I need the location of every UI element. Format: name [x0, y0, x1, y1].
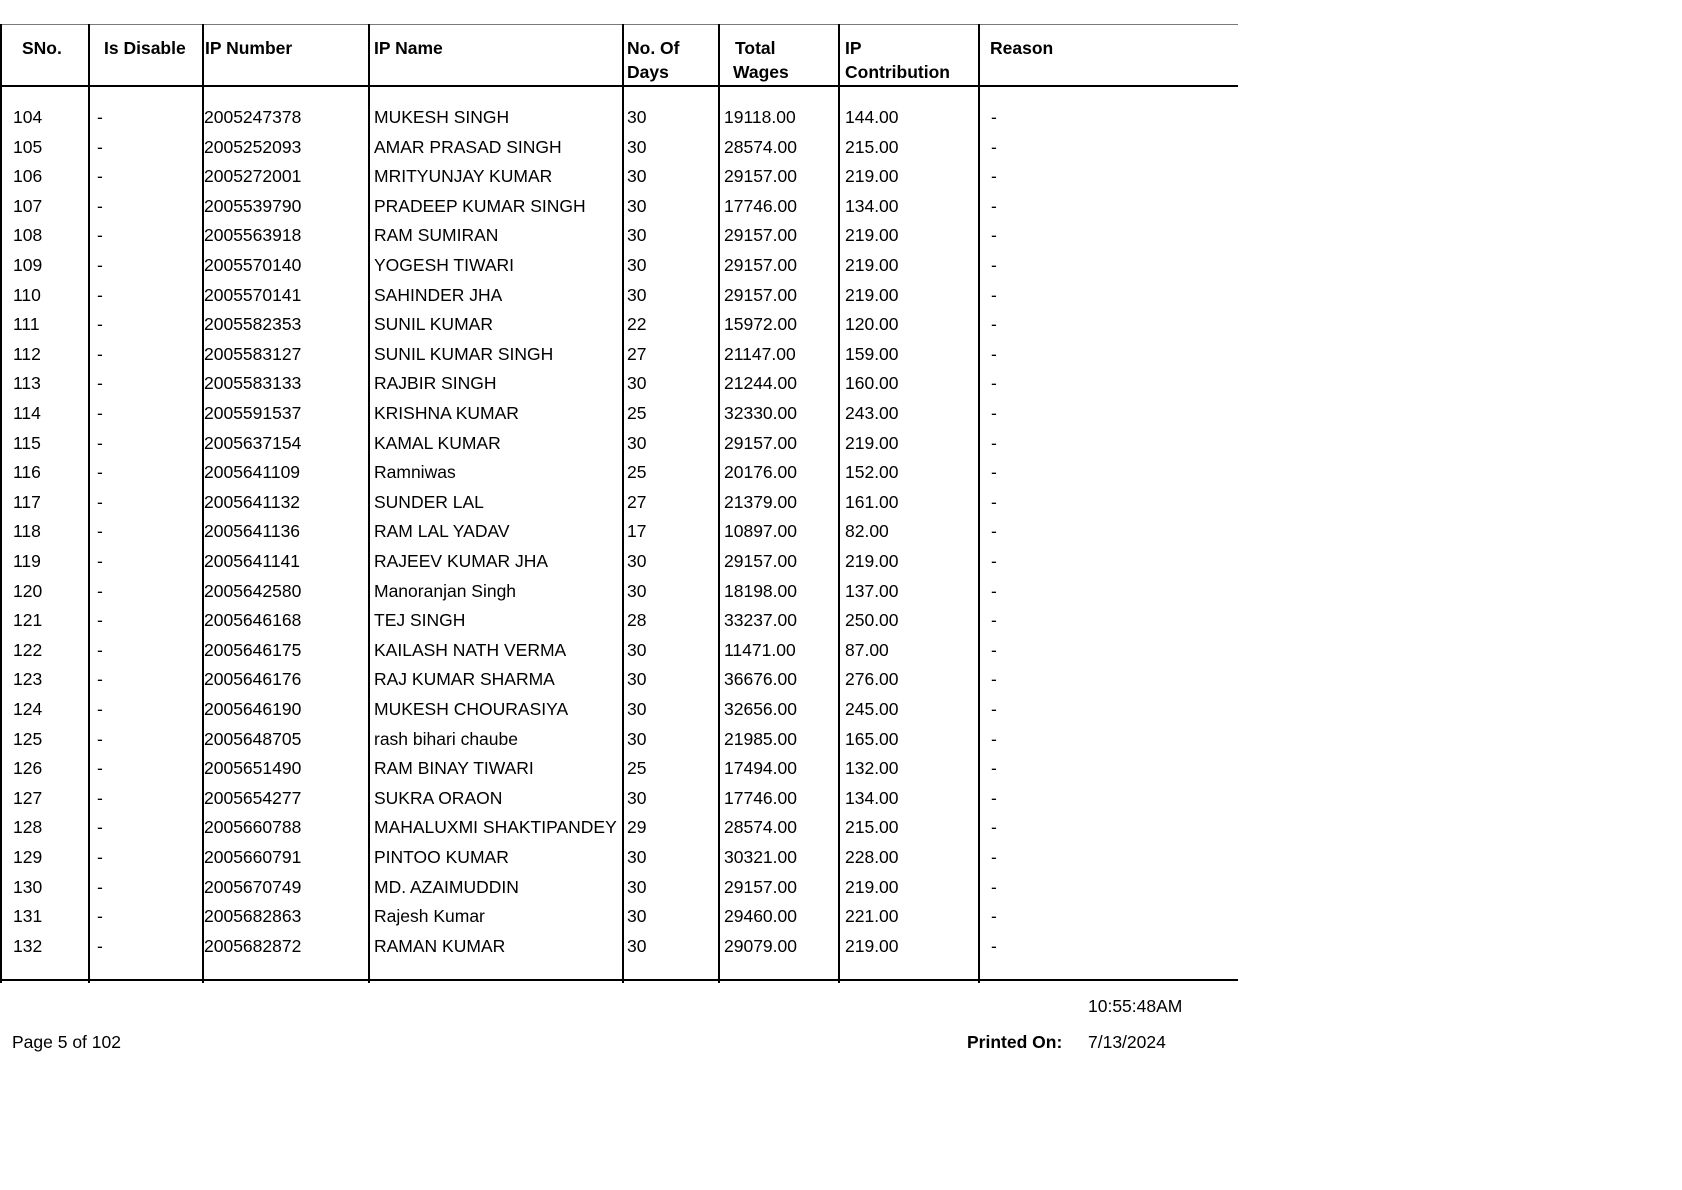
cell-days: 30: [627, 373, 647, 394]
cell-sno: 127: [13, 787, 43, 808]
cell-is-disable: -: [97, 166, 103, 187]
cell-reason: -: [991, 314, 997, 335]
cell-is-disable: -: [97, 225, 103, 246]
cell-days: 25: [627, 403, 647, 423]
cell-total-wages: 21985.00: [724, 728, 797, 749]
cell-sno: 122: [13, 639, 43, 660]
cell-sno: 109: [13, 255, 43, 275]
cell-is-disable: -: [97, 699, 103, 719]
cell-is-disable: -: [97, 906, 103, 927]
cell-ip-name: RAJEEV KUMAR JHA: [374, 551, 549, 571]
cell-ip-number: 2005272001: [204, 166, 302, 187]
cell-ip-name: KAMAL KUMAR: [374, 432, 501, 453]
cell-ip-contribution: 219.00: [845, 551, 899, 571]
cell-ip-number: 2005682872: [204, 935, 302, 956]
cell-ip-name: AMAR PRASAD SINGH: [374, 136, 562, 157]
cell-ip-number: 2005247378: [204, 107, 302, 127]
cell-is-disable: -: [97, 403, 103, 423]
cell-reason: -: [991, 225, 997, 246]
cell-ip-contribution: 219.00: [845, 166, 899, 187]
cell-ip-name: SAHINDER JHA: [374, 284, 503, 305]
cell-reason: -: [991, 580, 997, 601]
cell-ip-number: 2005539790: [204, 195, 302, 216]
cell-days: 25: [627, 758, 647, 779]
cell-ip-number: 2005563918: [204, 225, 302, 246]
cell-days: 30: [627, 876, 647, 897]
cell-reason: -: [991, 935, 997, 956]
cell-total-wages: 17746.00: [724, 195, 797, 216]
cell-sno: 128: [13, 817, 43, 838]
cell-days: 30: [627, 255, 647, 275]
cell-is-disable: -: [97, 521, 103, 542]
printed-on-label: Printed On:: [967, 1032, 1063, 1052]
cell-reason: -: [991, 817, 997, 838]
cell-ip-name: MUKESH CHOURASIYA: [374, 699, 569, 719]
cell-days: 30: [627, 432, 647, 453]
cell-reason: -: [991, 728, 997, 749]
cell-is-disable: -: [97, 343, 103, 364]
cell-total-wages: 20176.00: [724, 462, 797, 483]
cell-ip-contribution: 144.00: [845, 107, 899, 127]
cell-sno: 120: [13, 580, 43, 601]
cell-total-wages: 28574.00: [724, 817, 797, 838]
cell-ip-contribution: 120.00: [845, 314, 899, 335]
cell-ip-name: RAJBIR SINGH: [374, 373, 497, 394]
cell-total-wages: 33237.00: [724, 610, 797, 631]
cell-ip-name: KAILASH NATH VERMA: [374, 639, 567, 660]
cell-sno: 124: [13, 699, 43, 719]
header-total-wages: Total Wages: [733, 38, 789, 82]
cell-days: 17: [627, 521, 647, 542]
cell-ip-number: 2005642580: [204, 580, 302, 601]
column-divider: [0, 24, 2, 983]
cell-sno: 132: [13, 935, 43, 956]
cell-ip-name: MUKESH SINGH: [374, 107, 510, 127]
cell-days: 30: [627, 847, 647, 867]
cell-ip-name: RAM SUMIRAN: [374, 225, 499, 246]
cell-total-wages: 29157.00: [724, 225, 797, 246]
page-number: Page 5 of 102: [12, 1032, 121, 1052]
cell-ip-name: YOGESH TIWARI: [374, 255, 515, 275]
cell-sno: 119: [13, 551, 41, 571]
cell-days: 27: [627, 491, 647, 512]
cell-ip-number: 2005646176: [204, 669, 302, 690]
cell-ip-name: RAM LAL YADAV: [374, 521, 510, 542]
cell-sno: 104: [13, 107, 43, 127]
cell-days: 30: [627, 166, 647, 187]
header-reason: Reason: [990, 38, 1054, 58]
header-sno: SNo.: [22, 38, 62, 58]
cell-ip-name: rash bihari chaube: [374, 728, 518, 749]
cell-reason: -: [991, 166, 997, 187]
cell-total-wages: 18198.00: [724, 580, 797, 601]
cell-reason: -: [991, 136, 997, 157]
cell-is-disable: -: [97, 136, 103, 157]
cell-ip-number: 2005670749: [204, 876, 302, 897]
cell-is-disable: -: [97, 639, 103, 660]
cell-ip-contribution: 137.00: [845, 580, 899, 601]
cell-ip-name: KRISHNA KUMAR: [374, 403, 519, 423]
cell-ip-contribution: 228.00: [845, 847, 899, 867]
cell-reason: -: [991, 373, 997, 394]
cell-reason: -: [991, 343, 997, 364]
cell-days: 30: [627, 669, 647, 690]
cell-ip-name: MAHALUXMI SHAKTIPANDEY: [374, 817, 617, 838]
cell-ip-number: 2005641109: [204, 462, 301, 483]
cell-days: 30: [627, 580, 647, 601]
cell-ip-number: 2005651490: [204, 758, 302, 779]
cell-sno: 114: [13, 403, 41, 423]
cell-ip-number: 2005583127: [204, 343, 302, 364]
printed-time: 10:55:48AM: [1088, 996, 1183, 1016]
cell-total-wages: 21379.00: [724, 491, 797, 512]
cell-ip-contribution: 132.00: [845, 758, 899, 779]
cell-is-disable: -: [97, 787, 103, 808]
cell-is-disable: -: [97, 817, 103, 838]
cell-ip-contribution: 245.00: [845, 699, 899, 719]
cell-ip-name: SUNIL KUMAR: [374, 314, 493, 335]
cell-ip-contribution: 87.00: [845, 639, 889, 660]
cell-ip-name: SUNDER LAL: [374, 491, 484, 512]
cell-total-wages: 29157.00: [724, 166, 797, 187]
cell-sno: 130: [13, 876, 43, 897]
header-rule: [0, 85, 1238, 87]
cell-days: 30: [627, 284, 647, 305]
header-is-disable: Is Disable: [104, 38, 186, 58]
cell-days: 30: [627, 225, 647, 246]
cell-sno: 131: [13, 906, 43, 927]
cell-ip-number: 2005654277: [204, 787, 302, 808]
cell-ip-name: Ramniwas: [374, 462, 456, 483]
cell-ip-contribution: 243.00: [845, 403, 899, 423]
cell-ip-number: 2005637154: [204, 432, 302, 453]
cell-ip-name: Rajesh Kumar: [374, 906, 485, 927]
cell-ip-name: PRADEEP KUMAR SINGH: [374, 195, 586, 216]
cell-ip-contribution: 219.00: [845, 284, 899, 305]
cell-ip-contribution: 250.00: [845, 610, 899, 631]
cell-is-disable: -: [97, 551, 103, 571]
cell-is-disable: -: [97, 314, 103, 335]
cell-reason: -: [991, 551, 997, 571]
cell-reason: -: [991, 432, 997, 453]
cell-total-wages: 21244.00: [724, 373, 797, 394]
cell-is-disable: -: [97, 107, 103, 127]
cell-ip-contribution: 160.00: [845, 373, 899, 394]
column-divider: [718, 24, 720, 983]
cell-is-disable: -: [97, 847, 103, 867]
cell-reason: -: [991, 462, 997, 483]
cell-is-disable: -: [97, 491, 103, 512]
cell-ip-number: 2005682863: [204, 906, 302, 927]
cell-sno: 116: [13, 462, 41, 483]
cell-days: 30: [627, 728, 647, 749]
cell-ip-name: SUNIL KUMAR SINGH: [374, 343, 554, 364]
cell-ip-contribution: 219.00: [845, 255, 899, 275]
cell-reason: -: [991, 610, 997, 631]
cell-ip-name: Manoranjan Singh: [374, 580, 517, 601]
cell-ip-number: 2005660788: [204, 817, 302, 838]
table-bottom-rule: [0, 979, 1238, 981]
header-no-of-days: No. Of Days: [627, 38, 680, 82]
cell-ip-contribution: 215.00: [845, 136, 899, 157]
cell-ip-name: RAJ KUMAR SHARMA: [374, 669, 555, 690]
cell-sno: 115: [13, 432, 41, 453]
cell-days: 30: [627, 136, 647, 157]
cell-ip-number: 2005646175: [204, 639, 302, 660]
cell-reason: -: [991, 255, 997, 275]
cell-is-disable: -: [97, 195, 103, 216]
cell-is-disable: -: [97, 284, 103, 305]
cell-total-wages: 10897.00: [724, 521, 797, 542]
column-divider: [88, 24, 90, 983]
cell-reason: -: [991, 521, 997, 542]
cell-is-disable: -: [97, 432, 103, 453]
table-top-rule: [0, 24, 1238, 25]
cell-total-wages: 30321.00: [724, 847, 797, 867]
cell-ip-contribution: 215.00: [845, 817, 899, 838]
cell-ip-number: 2005570140: [204, 255, 302, 275]
cell-reason: -: [991, 876, 997, 897]
cell-ip-contribution: 219.00: [845, 225, 899, 246]
cell-sno: 105: [13, 136, 43, 157]
column-divider: [978, 24, 980, 983]
cell-ip-number: 2005570141: [204, 284, 302, 305]
cell-is-disable: -: [97, 758, 103, 779]
cell-ip-contribution: 159.00: [845, 343, 899, 364]
cell-total-wages: 32656.00: [724, 699, 797, 719]
cell-ip-contribution: 134.00: [845, 787, 899, 808]
cell-ip-number: 2005641136: [204, 521, 301, 542]
cell-sno: 118: [13, 521, 41, 542]
cell-sno: 121: [13, 610, 43, 631]
header-ip-number: IP Number: [205, 38, 293, 58]
cell-total-wages: 29157.00: [724, 284, 797, 305]
cell-total-wages: 29157.00: [724, 876, 797, 897]
cell-days: 25: [627, 462, 647, 483]
cell-days: 30: [627, 906, 647, 927]
cell-sno: 110: [13, 284, 41, 305]
cell-reason: -: [991, 403, 997, 423]
cell-ip-contribution: 219.00: [845, 935, 899, 956]
cell-total-wages: 17746.00: [724, 787, 797, 808]
cell-ip-number: 2005582353: [204, 314, 302, 335]
printed-date: 7/13/2024: [1088, 1032, 1166, 1052]
cell-days: 30: [627, 787, 647, 808]
cell-reason: -: [991, 195, 997, 216]
cell-total-wages: 36676.00: [724, 669, 797, 690]
cell-ip-number: 2005591537: [204, 403, 302, 423]
cell-ip-number: 2005583133: [204, 373, 302, 394]
cell-is-disable: -: [97, 935, 103, 956]
cell-ip-contribution: 82.00: [845, 521, 889, 542]
cell-ip-name: RAMAN KUMAR: [374, 935, 506, 956]
cell-total-wages: 29157.00: [724, 255, 797, 275]
cell-is-disable: -: [97, 669, 103, 690]
cell-reason: -: [991, 669, 997, 690]
cell-is-disable: -: [97, 580, 103, 601]
cell-ip-contribution: 219.00: [845, 876, 899, 897]
cell-ip-name: RAM BINAY TIWARI: [374, 758, 534, 779]
cell-ip-name: PINTOO KUMAR: [374, 847, 509, 867]
cell-ip-contribution: 276.00: [845, 669, 899, 690]
cell-sno: 126: [13, 758, 43, 779]
cell-sno: 123: [13, 669, 43, 690]
cell-total-wages: 15972.00: [724, 314, 797, 335]
cell-ip-number: 2005648705: [204, 728, 302, 749]
cell-sno: 117: [13, 491, 41, 512]
cell-total-wages: 29460.00: [724, 906, 797, 927]
cell-ip-contribution: 161.00: [845, 491, 899, 512]
cell-sno: 125: [13, 728, 43, 749]
cell-reason: -: [991, 787, 997, 808]
cell-ip-number: 2005252093: [204, 136, 302, 157]
cell-is-disable: -: [97, 728, 103, 749]
cell-sno: 106: [13, 166, 43, 187]
cell-reason: -: [991, 758, 997, 779]
cell-days: 30: [627, 639, 647, 660]
cell-ip-number: 2005641132: [204, 491, 301, 512]
cell-total-wages: 32330.00: [724, 403, 797, 423]
cell-days: 22: [627, 314, 647, 335]
cell-ip-contribution: 152.00: [845, 462, 899, 483]
cell-days: 30: [627, 107, 647, 127]
cell-total-wages: 21147.00: [724, 343, 796, 364]
cell-ip-contribution: 219.00: [845, 432, 899, 453]
cell-ip-number: 2005641141: [204, 551, 301, 571]
cell-sno: 107: [13, 195, 43, 216]
cell-total-wages: 28574.00: [724, 136, 797, 157]
cell-ip-number: 2005646168: [204, 610, 302, 631]
cell-ip-name: MRITYUNJAY KUMAR: [374, 166, 553, 187]
cell-total-wages: 29079.00: [724, 935, 797, 956]
cell-total-wages: 29157.00: [724, 432, 797, 453]
cell-ip-name: TEJ SINGH: [374, 610, 466, 631]
cell-total-wages: 17494.00: [724, 758, 797, 779]
cell-ip-contribution: 221.00: [845, 906, 899, 927]
cell-days: 28: [627, 610, 647, 631]
cell-sno: 129: [13, 847, 43, 867]
cell-reason: -: [991, 699, 997, 719]
cell-sno: 108: [13, 225, 43, 246]
cell-ip-contribution: 165.00: [845, 728, 899, 749]
cell-reason: -: [991, 107, 997, 127]
cell-is-disable: -: [97, 462, 103, 483]
column-divider: [368, 24, 370, 983]
cell-total-wages: 29157.00: [724, 551, 797, 571]
cell-reason: -: [991, 847, 997, 867]
column-divider: [838, 24, 840, 983]
header-ip-contribution: IP Contribution: [845, 38, 950, 82]
cell-reason: -: [991, 639, 997, 660]
cell-is-disable: -: [97, 373, 103, 394]
cell-ip-name: MD. AZAIMUDDIN: [374, 876, 519, 897]
cell-total-wages: 11471.00: [724, 639, 796, 660]
cell-days: 29: [627, 817, 647, 838]
header-ip-name: IP Name: [374, 38, 443, 58]
cell-is-disable: -: [97, 255, 103, 275]
cell-days: 30: [627, 195, 647, 216]
cell-is-disable: -: [97, 610, 103, 631]
cell-ip-number: 2005660791: [204, 847, 302, 867]
cell-reason: -: [991, 906, 997, 927]
cell-is-disable: -: [97, 876, 103, 897]
cell-ip-name: SUKRA ORAON: [374, 787, 503, 808]
cell-reason: -: [991, 491, 997, 512]
cell-sno: 111: [13, 314, 40, 335]
cell-ip-contribution: 134.00: [845, 195, 899, 216]
cell-total-wages: 19118.00: [724, 107, 796, 127]
cell-days: 30: [627, 699, 647, 719]
column-divider: [622, 24, 624, 983]
cell-days: 27: [627, 343, 647, 364]
cell-ip-number: 2005646190: [204, 699, 302, 719]
cell-days: 30: [627, 935, 647, 956]
cell-reason: -: [991, 284, 997, 305]
cell-days: 30: [627, 551, 647, 571]
cell-sno: 112: [13, 343, 41, 364]
cell-sno: 113: [13, 373, 41, 394]
